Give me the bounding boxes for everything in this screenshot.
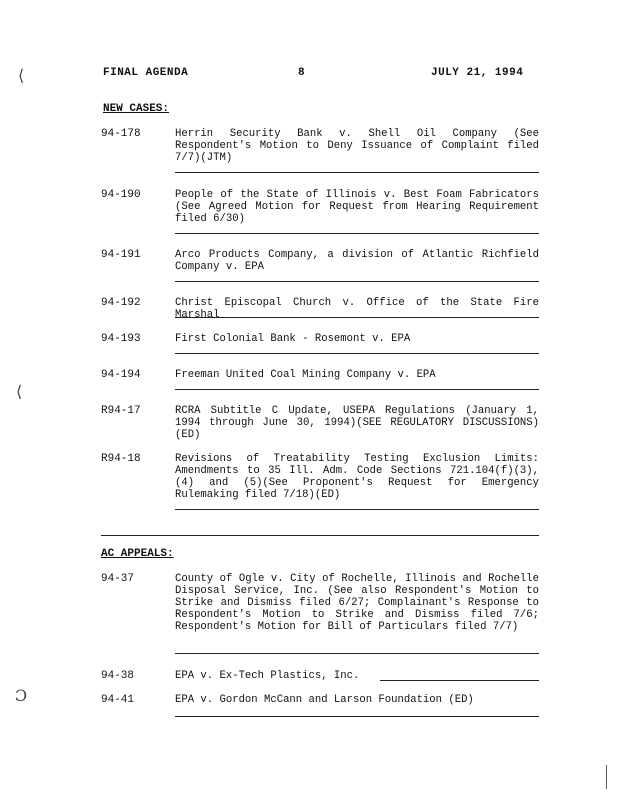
divider-line (175, 653, 539, 654)
divider-line (175, 716, 539, 717)
divider-line (175, 281, 539, 282)
case-description: County of Ogle v. City of Rochelle, Illinois and Rochelle Disposal Service, Inc. (See also Respondent's Motion to Strike and Dismiss filed 6/27; Complainant's Response to Respondent's Motion to Strike and Dismiss filed 7/6; Respondent's Motion for Bill of Particulars filed 7/7) (175, 573, 539, 633)
divider-line (175, 233, 539, 234)
case-description: Revisions of Treatability Testing Exclusion Limits: Amendments to 35 Ill. Adm. Code Sections 721.104(f)(3), (4) and (5)(See Proponent's Request for Emergency Rulemaking filed 7/18)(ED) (175, 453, 539, 501)
edge-mark (606, 765, 607, 789)
agenda-title: FINAL AGENDA (103, 67, 189, 79)
new-cases-heading: NEW CASES: (103, 103, 170, 115)
divider-line (175, 317, 539, 318)
ac-appeals-heading: AC APPEALS: (101, 548, 174, 560)
case-number: 94-37 (101, 573, 135, 585)
case-description: EPA v. Gordon McCann and Larson Foundation (ED) (175, 694, 474, 706)
case-description: EPA v. Ex-Tech Plastics, Inc. (175, 670, 360, 682)
case-description: First Colonial Bank - Rosemont v. EPA (175, 333, 411, 345)
case-description: Freeman United Coal Mining Company v. EPA (175, 369, 436, 381)
page-number: 8 (298, 67, 306, 79)
divider-line (380, 680, 539, 681)
case-number: 94-193 (101, 333, 141, 345)
divider-line (175, 172, 539, 173)
case-description: Arco Products Company, a division of Atlantic Richfield Company v. EPA (175, 249, 539, 273)
case-number: R94-17 (101, 405, 141, 417)
divider-line (175, 353, 539, 354)
case-number: 94-194 (101, 369, 141, 381)
case-number: 94-191 (101, 249, 141, 261)
case-description: RCRA Subtitle C Update, USEPA Regulations (January 1, 1994 through June 30, 1994)(SEE REGULATORY DISCUSSIONS)(ED) (175, 405, 539, 441)
case-number: 94-178 (101, 128, 141, 140)
case-description: People of the State of Illinois v. Best Foam Fabricators (See Agreed Motion for Request from Hearing Requirement filed 6/30) (175, 189, 539, 225)
case-number: 94-192 (101, 297, 141, 309)
case-number: R94-18 (101, 453, 141, 465)
case-description: Herrin Security Bank v. Shell Oil Company (See Respondent's Motion to Deny Issuance of Complaint filed 7/7)(JTM) (175, 128, 539, 164)
case-number: 94-190 (101, 189, 141, 201)
agenda-date: JULY 21, 1994 (431, 67, 524, 79)
divider-line (175, 509, 539, 510)
case-number: 94-41 (101, 694, 135, 706)
section-divider (101, 535, 539, 536)
divider-line (175, 389, 539, 390)
margin-hole-mark: Ɔ (15, 686, 28, 705)
case-description: Christ Episcopal Church v. Office of the State Fire Marshal (175, 297, 539, 321)
case-number: 94-38 (101, 670, 135, 682)
margin-hole-mark: ⟨ (18, 66, 25, 85)
margin-hole-mark: ⟨ (16, 382, 23, 401)
